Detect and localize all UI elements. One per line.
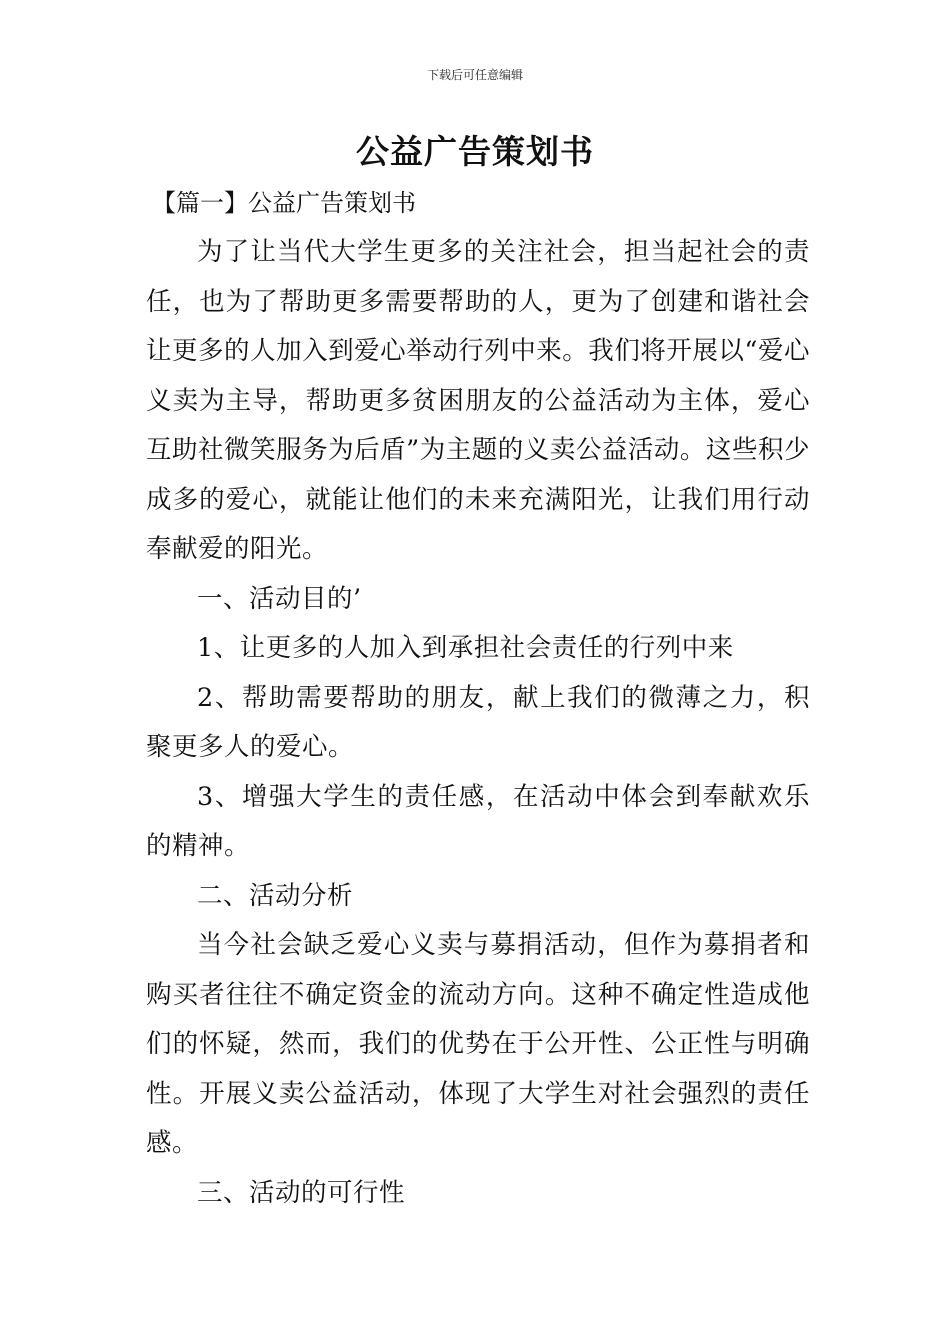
section-label: 【篇一】公益广告策划书 xyxy=(152,189,416,217)
heading-activity-purpose: 一、活动目的’ xyxy=(197,583,362,614)
header-note: 下载后可任意编辑 xyxy=(426,68,523,82)
document-title: 公益广告策划书 xyxy=(356,132,594,171)
intro-paragraph: 为了让当代大学生更多的关注社会，担当起社会的责任，也为了帮助更多需要帮助的人，更为了创建和谐社会让更多的人加入到爱心举动行列中来。我们将开展以“爱心义卖为主导，帮助更多贫困朋友的公益活动为主体，爱心互助社微笑服务为后盾”为主题的义卖公益活动。这些积少成多的爱心，就能让他们的未来充满阳光，让我们用行动奉献爱的阳光。 xyxy=(146,237,810,564)
heading-feasibility: 三、活动的可行性 xyxy=(197,1177,406,1208)
purpose-item-3: 3、增强大学生的责任感，在活动中体会到奉献欢乐的精神。 xyxy=(146,781,810,861)
analysis-paragraph: 当今社会缺乏爱心义卖与募捐活动，但作为募捐者和购买者往往不确定资金的流动方向。这种不确定性造成他们的怀疑，然而，我们的优势在于公开性、公正性与明确性。开展义卖公益活动，体现了大学生对社会强烈的责任感。 xyxy=(146,930,810,1158)
heading-activity-analysis: 二、活动分析 xyxy=(197,880,354,911)
document-body xyxy=(146,228,810,1218)
purpose-item-2: 2、帮助需要帮助的朋友，献上我们的微薄之力，积聚更多人的爱心。 xyxy=(146,682,810,762)
purpose-item-1: 1、让更多的人加入到承担社会责任的行列中来 xyxy=(197,633,734,663)
